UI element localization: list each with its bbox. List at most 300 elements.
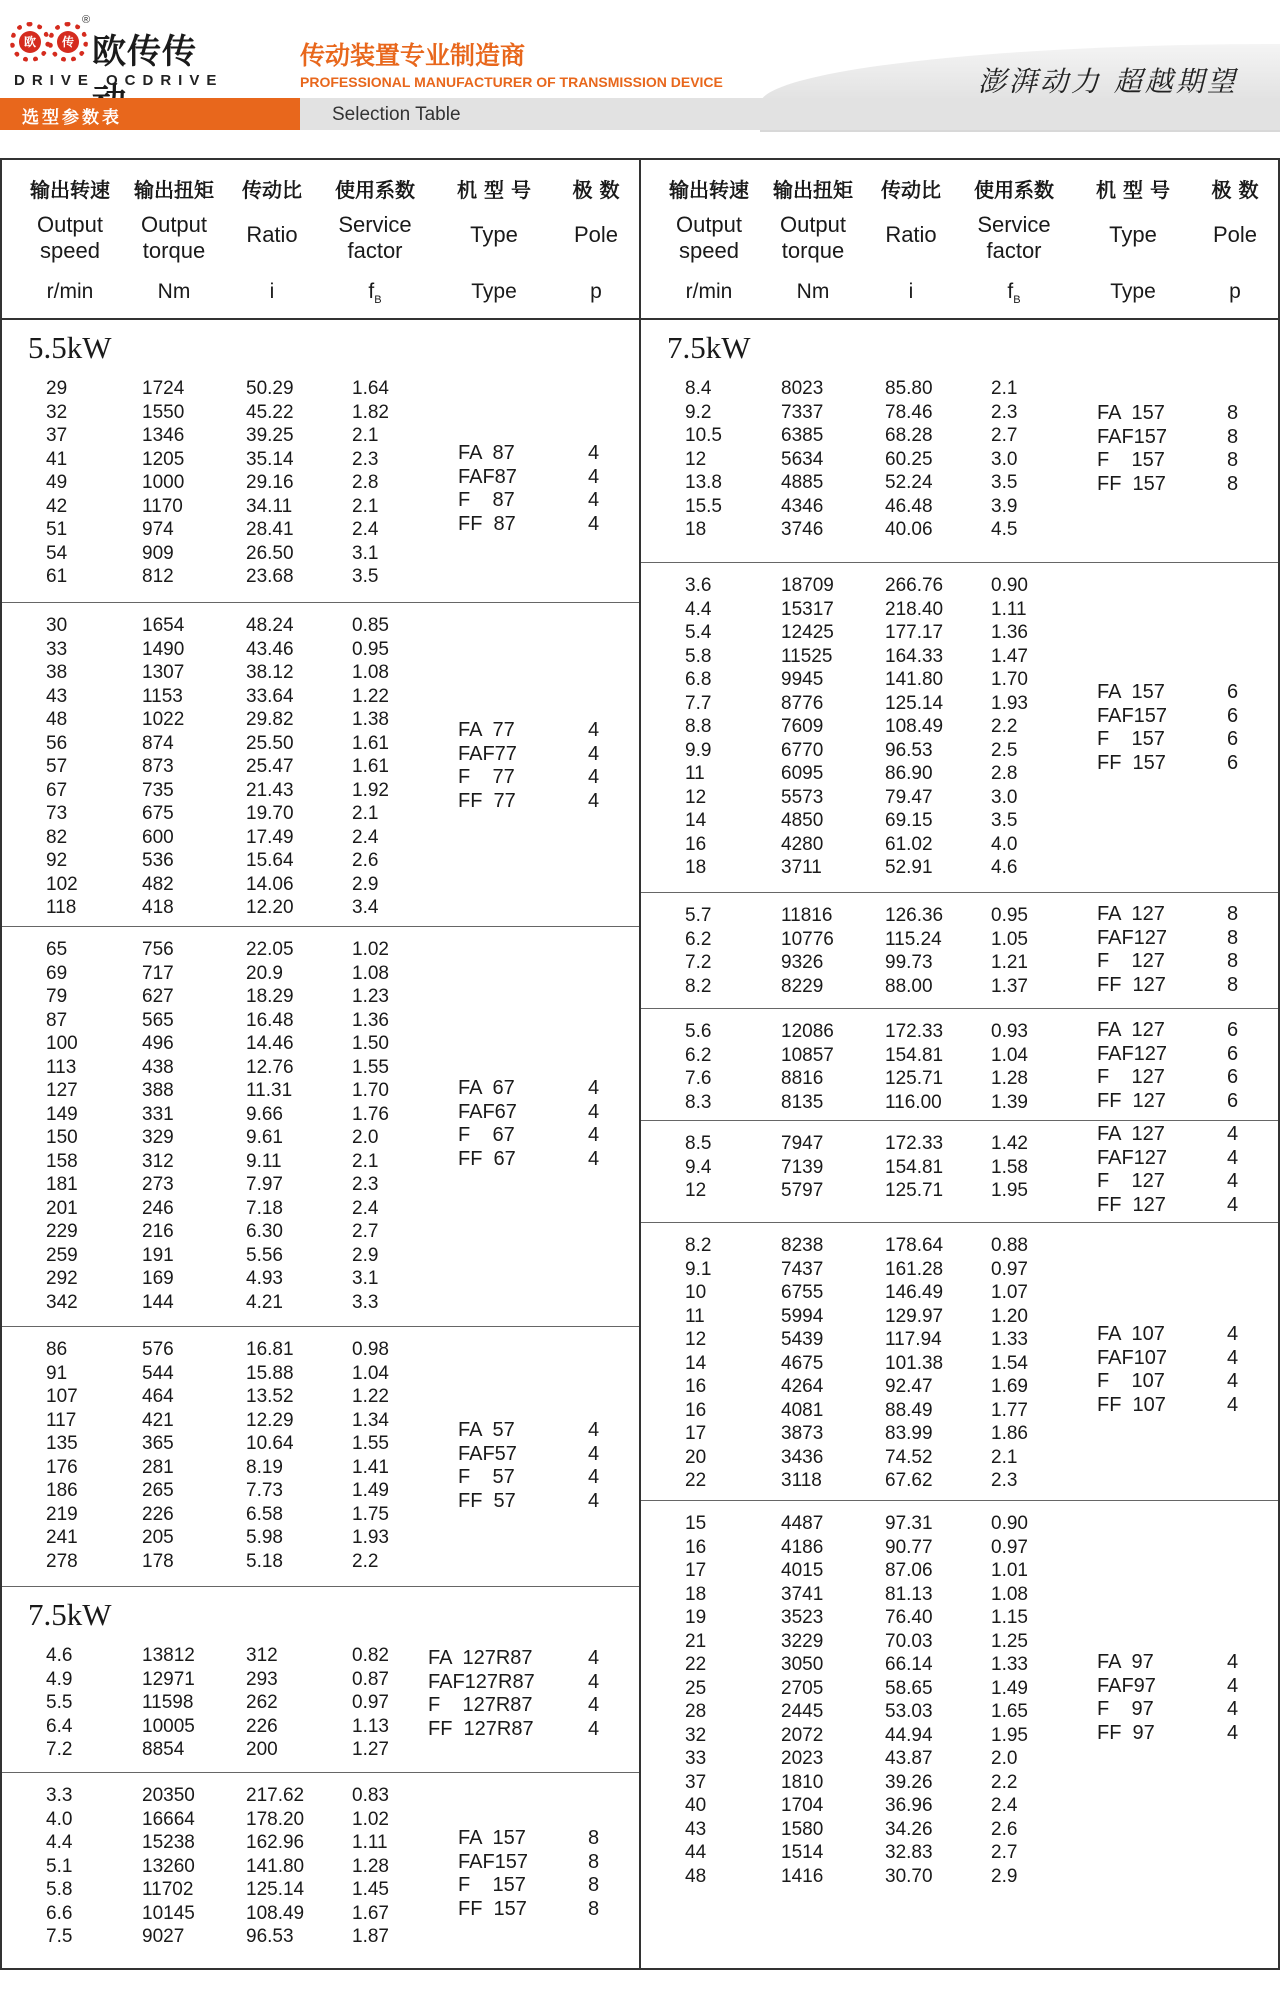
type-code: F 127	[1097, 1170, 1165, 1192]
table-row	[2, 472, 639, 496]
power-rating: 7.5kW	[28, 1597, 112, 1632]
speed-value: 4.4	[685, 598, 712, 620]
torque-value: 2445	[781, 1701, 824, 1722]
torque-value: 205	[142, 1527, 174, 1548]
torque-value: 675	[142, 803, 174, 824]
torque-value: 20350	[142, 1785, 195, 1806]
torque-value: 15238	[142, 1832, 195, 1853]
table-row	[641, 973, 1278, 1000]
ratio-value: 90.77	[885, 1536, 933, 1558]
table-row	[641, 1282, 1278, 1306]
service-factor-value: 0.95	[352, 638, 389, 660]
column-header-cn: 极 数	[572, 178, 620, 202]
torque-value: 482	[142, 873, 174, 895]
pole-count: 4	[588, 465, 600, 488]
table-row	[2, 1551, 639, 1575]
pole-count: 4	[1227, 1146, 1239, 1169]
service-factor-value: 1.25	[991, 1630, 1028, 1652]
table-row	[2, 1221, 639, 1245]
type-code: F 97	[1097, 1698, 1154, 1720]
section-title-en: Selection Table	[332, 104, 461, 125]
ratio-value: 161.28	[885, 1258, 944, 1280]
pole-count: 8	[1227, 926, 1239, 949]
table-row	[641, 449, 1278, 473]
service-factor-value: 2.2	[352, 1550, 379, 1572]
service-factor-value: 3.1	[352, 1268, 379, 1289]
type-code: F 127	[1097, 1066, 1165, 1088]
ratio-value: 96.53	[885, 739, 933, 761]
speed-value: 69	[46, 962, 68, 984]
ratio-value: 14.46	[246, 1033, 294, 1054]
torque-value: 5994	[781, 1305, 824, 1327]
table-row	[2, 1292, 639, 1316]
table-row	[641, 1353, 1278, 1377]
speed-value: 5.7	[685, 905, 712, 926]
torque-value: 8238	[781, 1235, 824, 1256]
table-row	[641, 1795, 1278, 1819]
ratio-value: 172.33	[885, 1133, 944, 1154]
service-factor-value: 0.93	[991, 1021, 1028, 1042]
column-unit	[536, 280, 656, 304]
service-factor-value: 1.50	[352, 1033, 389, 1054]
service-factor-value: 3.5	[352, 566, 379, 587]
column-header-cn: 使用系数	[974, 178, 1054, 202]
torque-value: 3229	[781, 1630, 824, 1652]
torque-value: 735	[142, 779, 174, 801]
table-row	[2, 986, 639, 1010]
speed-value: 7.2	[46, 1739, 73, 1760]
section-subtitle-bar	[300, 98, 1280, 130]
speed-value: 5.1	[46, 1855, 73, 1877]
speed-value: 229	[46, 1221, 78, 1242]
torque-value: 4081	[781, 1399, 824, 1421]
speed-value: 12	[685, 1329, 707, 1350]
table-row	[641, 1068, 1278, 1092]
service-factor-value: 2.3	[991, 1470, 1018, 1491]
torque-value: 246	[142, 1197, 174, 1219]
type-code: FAF127	[1097, 926, 1168, 949]
torque-value: 4850	[781, 810, 824, 831]
torque-value: 1000	[142, 472, 185, 493]
speed-value: 241	[46, 1527, 78, 1548]
column-header-en: Pole	[1212, 222, 1258, 247]
table-row	[641, 1042, 1278, 1069]
torque-value: 565	[142, 1009, 174, 1031]
service-factor-value: 1.41	[352, 1456, 389, 1478]
service-factor-value: 1.28	[352, 1855, 389, 1877]
column-header-cn: 输出扭矩	[773, 178, 853, 202]
service-factor-value: 1.08	[352, 662, 389, 683]
ratio-value: 58.65	[885, 1677, 933, 1699]
speed-value: 40	[685, 1795, 707, 1816]
speed-value: 28	[685, 1701, 707, 1722]
service-factor-value: 1.67	[352, 1902, 389, 1924]
ratio-value: 30.70	[885, 1865, 933, 1887]
torque-value: 3523	[781, 1607, 824, 1628]
ratio-value: 88.49	[885, 1399, 933, 1421]
service-factor-value: 1.64	[352, 378, 389, 399]
torque-value: 873	[142, 756, 174, 777]
torque-value: 10776	[781, 928, 834, 950]
torque-value: 10005	[142, 1715, 195, 1737]
pole-count: 6	[1227, 1019, 1239, 1041]
table-section	[641, 892, 1278, 1008]
table-row	[641, 787, 1278, 811]
speed-value: 42	[46, 495, 68, 517]
speed-value: 135	[46, 1433, 78, 1454]
table-row	[641, 834, 1278, 858]
speed-value: 118	[46, 897, 77, 918]
pole-count: 4	[588, 766, 600, 788]
ratio-value: 15.64	[246, 850, 294, 871]
torque-value: 8776	[781, 692, 824, 714]
ratio-value: 16.48	[246, 1009, 294, 1031]
ratio-value: 81.13	[885, 1583, 933, 1605]
table-section	[2, 1326, 639, 1586]
ratio-value: 312	[246, 1645, 278, 1666]
torque-value: 11525	[781, 645, 833, 667]
ratio-value: 34.11	[246, 495, 293, 517]
speed-value: 8.5	[685, 1133, 712, 1154]
speed-value: 18	[685, 1583, 707, 1605]
table-row	[2, 1268, 639, 1292]
column-header-en: Type	[1109, 222, 1157, 247]
speed-value: 44	[685, 1842, 707, 1863]
service-factor-value: 2.1	[352, 1150, 379, 1172]
ratio-value: 125.71	[885, 1180, 944, 1201]
table-row	[641, 599, 1278, 623]
torque-value: 1514	[781, 1842, 824, 1863]
torque-value: 3050	[781, 1654, 824, 1675]
torque-value: 216	[142, 1221, 174, 1242]
table-row	[2, 543, 639, 567]
table-row	[2, 1692, 639, 1716]
table-row	[2, 850, 639, 874]
type-code: FA 107	[1097, 1323, 1165, 1345]
pole-count: 6	[1227, 1089, 1239, 1112]
service-factor-value: 1.38	[352, 709, 389, 730]
table-row	[641, 693, 1278, 717]
ratio-value: 60.25	[885, 448, 933, 470]
ratio-value: 97.31	[885, 1513, 933, 1534]
section-title-cn: 选型参数表	[22, 108, 122, 128]
ratio-value: 15.88	[246, 1362, 294, 1384]
service-factor-value: 0.85	[352, 615, 389, 636]
torque-value: 8135	[781, 1091, 824, 1113]
service-factor-value: 0.95	[991, 905, 1028, 926]
speed-value: 113	[46, 1056, 77, 1078]
pole-count: 4	[588, 1147, 600, 1170]
ratio-value: 39.26	[885, 1771, 933, 1793]
brand-name-en: DRIVE OCDRIVE	[14, 72, 224, 89]
service-factor-value: 2.9	[991, 1865, 1018, 1887]
speed-value: 4.0	[46, 1808, 73, 1830]
service-factor-value: 1.11	[352, 1832, 388, 1853]
table-row	[641, 1259, 1278, 1283]
torque-value: 627	[142, 986, 174, 1007]
service-factor-value: 3.9	[991, 495, 1018, 517]
torque-value: 7139	[781, 1156, 824, 1178]
speed-value: 5.5	[46, 1692, 73, 1713]
speed-value: 87	[46, 1009, 68, 1031]
power-rating: 7.5kW	[667, 330, 751, 365]
torque-value: 3118	[781, 1470, 822, 1491]
service-factor-value: 1.55	[352, 1056, 389, 1078]
torque-value: 5797	[781, 1180, 824, 1201]
torque-value: 6095	[781, 763, 824, 784]
ratio-value: 115.24	[885, 928, 942, 950]
type-code: FA 157	[458, 1827, 526, 1849]
column-header-en: Output torque	[779, 212, 847, 263]
pole-count: 4	[588, 1670, 600, 1693]
table-row	[2, 1127, 639, 1151]
column-unit	[851, 280, 971, 304]
speed-value: 6.4	[46, 1715, 73, 1737]
ratio-value: 262	[246, 1692, 278, 1713]
speed-value: 6.2	[685, 1044, 712, 1066]
column-unit	[315, 280, 435, 306]
speed-value: 30	[46, 615, 68, 636]
ratio-value: 12.76	[246, 1056, 294, 1078]
ratio-value: 88.00	[885, 975, 933, 997]
service-factor-value: 0.82	[352, 1645, 389, 1666]
ratio-value: 74.52	[885, 1446, 933, 1468]
table-row	[2, 874, 639, 898]
column-unit	[1175, 280, 1280, 304]
service-factor-value: 0.90	[991, 1513, 1028, 1534]
torque-value: 10857	[781, 1044, 834, 1066]
service-factor-value: 2.1	[352, 495, 379, 517]
type-code: FAF127R87	[428, 1670, 535, 1693]
service-factor-value: 2.4	[352, 826, 379, 848]
speed-value: 4.4	[46, 1832, 73, 1853]
table-row	[2, 402, 639, 426]
type-code: FF 127R87	[428, 1717, 534, 1740]
speed-value: 7.5	[46, 1926, 73, 1947]
torque-value: 3746	[781, 519, 824, 540]
column-header-en: Output speed	[675, 212, 743, 263]
torque-value: 331	[142, 1103, 174, 1125]
table-row	[641, 1537, 1278, 1561]
ratio-value: 16.81	[246, 1339, 294, 1360]
column-header-row	[641, 160, 1278, 320]
table-section	[641, 1222, 1278, 1500]
service-factor-value: 3.4	[352, 897, 379, 918]
table-row	[641, 1607, 1278, 1631]
speed-value: 9.1	[685, 1258, 712, 1280]
service-factor-value: 1.92	[352, 779, 389, 801]
table-row	[2, 1926, 639, 1950]
speed-value: 65	[46, 939, 68, 960]
service-factor-value: 2.3	[352, 1174, 379, 1195]
type-code: FF 127	[1097, 973, 1166, 996]
table-row	[641, 716, 1278, 740]
ratio-value: 23.68	[246, 566, 294, 587]
torque-value: 2023	[781, 1748, 824, 1769]
speed-value: 11	[685, 1305, 705, 1327]
column-unit	[954, 280, 1074, 306]
table-row	[2, 1104, 639, 1128]
table-row	[2, 733, 639, 757]
ratio-value: 108.49	[246, 1902, 305, 1924]
ratio-value: 9.11	[246, 1150, 282, 1172]
table-row	[641, 740, 1278, 764]
torque-value: 8816	[781, 1068, 824, 1089]
table-row	[641, 622, 1278, 646]
service-factor-value: 0.97	[991, 1536, 1028, 1558]
pole-count: 8	[1227, 425, 1239, 448]
torque-value: 5439	[781, 1329, 824, 1350]
service-factor-value: 2.3	[352, 448, 379, 470]
service-factor-value: 2.2	[991, 1771, 1018, 1793]
torque-value: 1346	[142, 425, 185, 446]
service-factor-value: 1.36	[352, 1009, 389, 1031]
ratio-value: 28.41	[246, 519, 294, 540]
column-header-en: Output torque	[140, 212, 208, 263]
table-row	[641, 1748, 1278, 1772]
speed-value: 15	[685, 1513, 707, 1534]
torque-value: 273	[142, 1174, 174, 1195]
table-row	[2, 662, 639, 686]
service-factor-value: 1.65	[991, 1701, 1028, 1722]
ratio-value: 154.81	[885, 1156, 944, 1178]
table-row	[641, 1513, 1278, 1537]
table-row	[2, 1151, 639, 1175]
ratio-value: 66.14	[885, 1654, 933, 1675]
type-code: FA 57	[458, 1419, 515, 1441]
speed-value: 8.2	[685, 975, 712, 997]
ratio-value: 46.48	[885, 495, 933, 517]
torque-value: 11598	[142, 1692, 194, 1713]
service-factor-value: 2.4	[352, 1197, 379, 1219]
table-row	[2, 1198, 639, 1222]
type-code: FA 87	[458, 442, 515, 464]
unit-label: f	[1007, 280, 1014, 303]
ratio-value: 141.80	[246, 1855, 305, 1877]
speed-value: 57	[46, 756, 68, 777]
torque-value: 388	[142, 1080, 174, 1101]
ratio-value: 5.98	[246, 1527, 283, 1548]
table-row	[641, 1329, 1278, 1353]
table-row	[2, 1480, 639, 1504]
service-factor-value: 1.08	[991, 1583, 1028, 1605]
service-factor-value: 0.97	[352, 1692, 389, 1713]
speed-value: 16	[685, 1536, 707, 1558]
table-row	[641, 1631, 1278, 1655]
type-code: FAF127	[1097, 1042, 1168, 1065]
service-factor-value: 2.2	[991, 716, 1018, 737]
table-row	[641, 763, 1278, 787]
ratio-value: 21.43	[246, 779, 294, 801]
table-row	[641, 1021, 1278, 1045]
ratio-value: 126.36	[885, 905, 944, 926]
type-code: FA 127	[1097, 1123, 1165, 1145]
service-factor-value: 1.33	[991, 1329, 1028, 1350]
speed-value: 127	[46, 1080, 78, 1101]
torque-value: 4186	[781, 1536, 824, 1558]
pole-count: 4	[1227, 1346, 1239, 1369]
speed-value: 16	[685, 1399, 707, 1421]
service-factor-value: 4.0	[991, 833, 1018, 855]
ratio-value: 85.80	[885, 378, 933, 399]
type-code: FA 127	[1097, 1019, 1165, 1041]
ratio-value: 200	[246, 1739, 278, 1760]
service-factor-value: 4.6	[991, 857, 1018, 878]
service-factor-value: 1.39	[991, 1091, 1028, 1113]
table-row	[641, 1133, 1278, 1157]
pole-count: 8	[1227, 402, 1239, 424]
speed-value: 100	[46, 1033, 78, 1054]
torque-value: 7947	[781, 1133, 824, 1154]
torque-value: 464	[142, 1386, 174, 1407]
ratio-value: 12.20	[246, 897, 294, 918]
speed-value: 17	[685, 1423, 707, 1444]
service-factor-value: 2.6	[352, 850, 379, 871]
ratio-value: 29.82	[246, 709, 294, 730]
torque-value: 1724	[142, 378, 185, 399]
pole-count: 4	[588, 1419, 600, 1441]
table-row	[2, 963, 639, 987]
pole-count: 4	[588, 442, 600, 464]
speed-value: 14	[685, 1352, 707, 1374]
speed-value: 61	[46, 566, 68, 587]
speed-value: 29	[46, 378, 68, 399]
speed-value: 37	[685, 1771, 707, 1793]
pole-count: 4	[1227, 1721, 1239, 1744]
service-factor-value: 2.6	[991, 1818, 1018, 1840]
speed-value: 12	[685, 448, 707, 470]
column-header-row	[2, 160, 639, 320]
service-factor-value: 1.02	[352, 1808, 389, 1830]
table-row	[641, 1235, 1278, 1259]
torque-value: 1580	[781, 1818, 824, 1840]
ratio-value: 125.71	[885, 1068, 944, 1089]
table-row	[641, 496, 1278, 520]
service-factor-value: 1.22	[352, 685, 389, 707]
speed-value: 7.2	[685, 952, 712, 973]
table-row	[2, 1785, 639, 1809]
service-factor-value: 1.69	[991, 1376, 1028, 1397]
torque-value: 4264	[781, 1376, 824, 1397]
service-factor-value: 1.23	[352, 986, 389, 1007]
table-row	[2, 1457, 639, 1481]
table-row	[641, 1654, 1278, 1678]
service-factor-value: 1.70	[991, 669, 1028, 690]
ratio-value: 8.19	[246, 1456, 283, 1478]
speed-value: 16	[685, 833, 707, 855]
column-unit	[649, 280, 769, 304]
torque-value: 13260	[142, 1855, 195, 1877]
ratio-value: 178.64	[885, 1235, 944, 1256]
torque-value: 7337	[781, 401, 824, 423]
table-row	[2, 1527, 639, 1551]
torque-value: 1022	[142, 709, 185, 730]
torque-value: 12086	[781, 1021, 834, 1042]
pole-count: 6	[1227, 681, 1239, 703]
table-row	[2, 378, 639, 402]
torque-value: 144	[142, 1291, 174, 1313]
speed-value: 38	[46, 662, 68, 683]
torque-value: 544	[142, 1362, 174, 1384]
pole-count: 6	[1227, 1066, 1239, 1088]
ratio-value: 129.97	[885, 1305, 944, 1327]
table-row	[641, 472, 1278, 496]
service-factor-value: 2.3	[991, 401, 1018, 423]
speed-value: 11	[685, 763, 705, 784]
table-row	[2, 449, 639, 473]
type-code: FAF127	[1097, 1146, 1168, 1169]
torque-value: 12425	[781, 622, 834, 643]
